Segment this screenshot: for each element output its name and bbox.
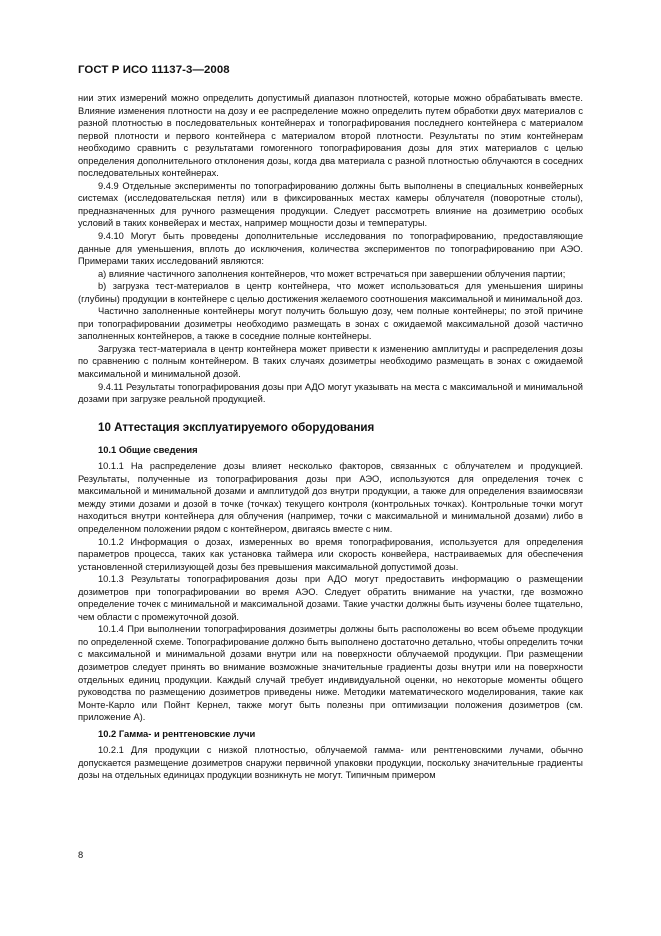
paragraph-test-material: Загрузка тест-материала в центр контейнера может привести к изменению амплитуды и распределения дозы по сравнению с полным контейнером. В таких случаях дозиметры необходимо размещать в зонах с ожидаемой максимальной и минимальной дозой. [78,343,583,380]
subsection-10-2-title: 10.2 Гамма- и рентгеновские лучи [98,727,256,739]
paragraph-9-4-9: 9.4.9 Отдельные эксперименты по топографированию должны быть выполнены в специальных конвейерных системах (исследовательская петля) или в фиксированных местах камеры облучателя (поворотные столы), предназначенных для ручного размещения продукции. Следует рассмотреть влияние на дозиметрию особых условий в таких конвейерах и местах, например мощности дозы и температуры. [78,180,583,229]
paragraph-10-1-4: 10.1.4 При выполнении топографирования дозиметры должны быть расположены во всем объеме продукции по определенной схеме. Топографирование должно быть выполнено достаточно детально, чтобы определить точки с максимальной и минимальной дозами внутри или на поверхности облучаемой продукции. При размещении дозиметров следует принять во внимание возможные значительные градиенты дозы внутри или на поверхности отдельных единиц продукции. Каждый случай требует индивидуальной оценки, но некоторые моменты общего руководства по размещению дозиметров приведены ниже. Методики математического моделирования, такие как Монте-Карло или Пойнт Кернел, также могут быть полезны при оптимизации положения дозиметров (см. приложение А). [78,624,583,723]
subsection-10-1-title: 10.1 Общие сведения [98,443,198,455]
paragraph-10-1-2: 10.1.2 Информация о дозах, измеренных во время топографирования, используется для определения параметров процесса, таких как установка таймера или скорость конвейера, настраиваемых для обеспечения установленной стерилизующей дозы без превышения максимальной допустимой дозы. [78,536,583,572]
paragraph-9-4-10: 9.4.10 Могут быть проведены дополнительные исследования по топографированию, предоставляющие данные для уменьшения, вплоть до исключения, количества экспериментов по топографированию при АЭО. Примерами таких исследований являются: [78,231,583,267]
paragraph-10-1-3: 10.1.3 Результаты топографирования дозы при АДО могут предоставить информацию о размещении дозиметров при топографировании во время АЭО. Следует обратить внимание на участки, где возможно определение точек с минимальной и максимальной дозами. Такие участки должны быть изучены более тщательно, чем области с промежуточной дозой. [78,574,583,622]
paragraph-9-4-11: 9.4.11 Результаты топографирования дозы при АДО могут указывать на места с максимальной и минимальной дозами при загрузке реальной продукцией. [78,381,583,405]
paragraph-10-1-1: 10.1.1 На распределение дозы влияет несколько факторов, связанных с облучателем и продукцией. Результаты, полученные из топографирования дозы при АЭО, используются для определения точек с максимальной и минимальной дозами и амплитудой доз внутри продукции, а также для определения взаимосвязи между этими дозами и дозой в точке (точках) текущего контроля (контрольных точках). Контрольные точки могут находиться внутри контейнера для облучения (например, точки с максимальной и минимальной дозами) либо в определенном положении рядом с контейнером, двигаясь вместе с ним. [78,461,583,534]
document-body [78,92,583,782]
list-item-a: a) влияние частичного заполнения контейнеров, что может встречаться при завершении облучения партии; [98,268,566,279]
list-item-b: b) загрузка тест-материалов в центр контейнера, что может использоваться для уменьшения ширины (глубины) продукции в контейнере с целью достижения желаемого соотношения максимальной и минимальной доз. [78,281,583,304]
page-number: 8 [78,850,84,860]
section-10-title: 10 Аттестация эксплуатируемого оборудования [98,420,375,434]
paragraph-10-2-1: 10.2.1 Для продукции с низкой плотностью, облучаемой гамма- или рентгеновскими лучами, обычно допускается размещение дозиметров снаружи первичной упаковки продукции, поскольку значительные градиенты дозы на отдельных единицах продукции возникнуть не могут. Типичным примером [78,745,583,781]
paragraph-partial-containers: Частично заполненные контейнеры могут получить большую дозу, чем полные контейнеры; по этой причине при топографировании дозиметры необходимо размещать в зонах с ожидаемой максимальной дозой частично заполненных контейнеров, а также в соседние полные контейнеры. [78,306,583,342]
paragraph-continuation: нии этих измерений можно определить допустимый диапазон плотностей, которые можно обрабатывать вместе. Влияние изменения плотности на дозу и ее распределение можно определить путем обработки двух материалов с разной плотностью в последовательных контейнерах и топографирования последнего контейнера с материалом первой плотности и первого контейнера с материалом второй плотности. Результаты по этим контейнерам необходимо сравнить с результатами гомогенного топографирования дозы для этих материалов с целью определения дополнительного отклонения дозы, когда два материала с разной плотностью облучаются в соседних последовательных контейнерах. [78,93,583,179]
document-code-header: ГОСТ Р ИСО 11137-3—2008 [78,64,230,76]
